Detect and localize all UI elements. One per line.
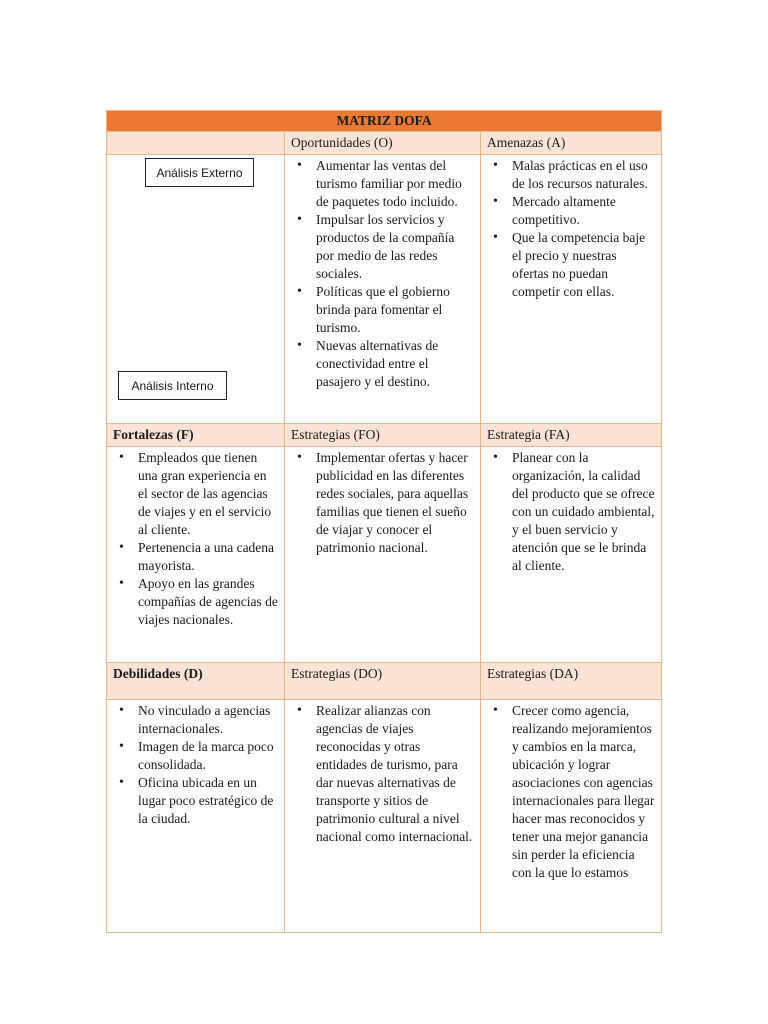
fo-cell bbox=[285, 447, 481, 663]
debilidades-label: Debilidades (D) bbox=[107, 663, 285, 700]
list-item: • No vinculado a agencias internacionales. bbox=[138, 702, 278, 738]
amenazas-cell bbox=[481, 155, 662, 424]
list-item: • Implementar ofertas y hacer publicidad en las diferentes redes sociales, para aquellas familias que tienen el sueño de viajar y conocer el patrimonio nacional. bbox=[316, 449, 474, 557]
estrategias-fo-label: Estrategias (FO) bbox=[285, 424, 481, 447]
title-row bbox=[107, 111, 662, 132]
da-list bbox=[487, 702, 655, 882]
analysis-row bbox=[107, 155, 662, 424]
list-item: • Crecer como agencia, realizando mejoramientos y cambios en la marca, ubicación y lograr asociaciones con agencias internacionales para llegar hacer mas reconocidos y tener una mejor ganancia sin perder la eficiencia con la que lo estamos bbox=[512, 702, 655, 882]
fo-list bbox=[291, 449, 474, 557]
fortalezas-cell bbox=[107, 447, 285, 663]
list-item: • Impulsar los servicios y productos de la compañía por medio de las redes sociales. bbox=[316, 211, 474, 283]
estrategias-da-label: Estrategias (DA) bbox=[481, 663, 662, 700]
list-item: • Aumentar las ventas del turismo familiar por medio de paquetes todo incluido. bbox=[316, 157, 474, 211]
do-list bbox=[291, 702, 474, 846]
list-item: • Pertenencia a una cadena mayorista. bbox=[138, 539, 278, 575]
list-item: • Apoyo en las grandes compañías de agencias de viajes nacionales. bbox=[138, 575, 278, 629]
estrategia-fa-label: Estrategia (FA) bbox=[481, 424, 662, 447]
fortalezas-list bbox=[113, 449, 278, 629]
amenazas-list bbox=[487, 157, 655, 301]
do-cell bbox=[285, 700, 481, 933]
list-item: • Empleados que tienen una gran experiencia en el sector de las agencias de viajes y en el servicio al cliente. bbox=[138, 449, 278, 539]
fa-cell bbox=[481, 447, 662, 663]
debilidades-row bbox=[107, 700, 662, 933]
oportunidades-list bbox=[291, 157, 474, 391]
oportunidades-header: Oportunidades (O) bbox=[285, 132, 481, 155]
list-item: • Realizar alianzas con agencias de viajes reconocidas y otras entidades de turismo, para dar nuevas alternativas de transporte y sitios de patrimonio cultural a nivel nacional como internacional. bbox=[316, 702, 474, 846]
list-item: • Oficina ubicada en un lugar poco estratégico de la ciudad. bbox=[138, 774, 278, 828]
list-item: • Imagen de la marca poco consolidada. bbox=[138, 738, 278, 774]
debilidades-list bbox=[113, 702, 278, 828]
list-item: • Nuevas alternativas de conectividad entre el pasajero y el destino. bbox=[316, 337, 474, 391]
dofa-matrix bbox=[106, 110, 662, 933]
matrix-title: MATRIZ DOFA bbox=[107, 111, 662, 132]
amenazas-header: Amenazas (A) bbox=[481, 132, 662, 155]
analisis-externo-box: Análisis Externo bbox=[145, 158, 254, 187]
debilidades-header-row bbox=[107, 663, 662, 700]
oportunidades-cell bbox=[285, 155, 481, 424]
list-item: • Mercado altamente competitivo. bbox=[512, 193, 655, 229]
fortalezas-row bbox=[107, 447, 662, 663]
header-row bbox=[107, 132, 662, 155]
estrategias-do-label: Estrategias (DO) bbox=[285, 663, 481, 700]
list-item: • Que la competencia baje el precio y nuestras ofertas no puedan competir con ellas. bbox=[512, 229, 655, 301]
empty-header-cell bbox=[107, 132, 285, 155]
fortalezas-header-row bbox=[107, 424, 662, 447]
fa-list bbox=[487, 449, 655, 575]
list-item: • Planear con la organización, la calidad del producto que se ofrece con un cuidado ambiental, y el buen servicio y atención que se le brinda al cliente. bbox=[512, 449, 655, 575]
analisis-interno-box: Análisis Interno bbox=[118, 371, 227, 400]
list-item: • Malas prácticas en el uso de los recursos naturales. bbox=[512, 157, 655, 193]
corner-cell bbox=[107, 155, 285, 424]
da-cell bbox=[481, 700, 662, 933]
list-item: • Políticas que el gobierno brinda para fomentar el turismo. bbox=[316, 283, 474, 337]
debilidades-cell bbox=[107, 700, 285, 933]
fortalezas-label: Fortalezas (F) bbox=[107, 424, 285, 447]
